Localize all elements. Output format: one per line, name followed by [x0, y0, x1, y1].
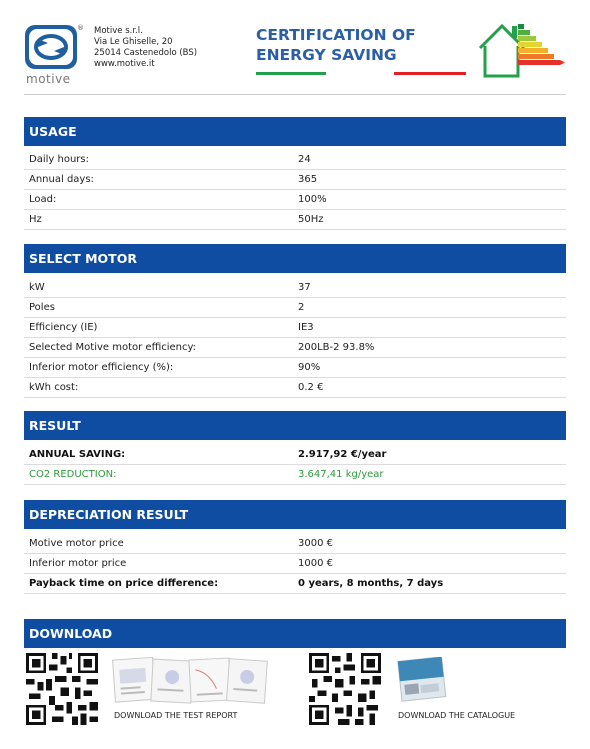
depreciation-row	[24, 554, 566, 574]
address-line: Motive s.r.l.	[94, 26, 143, 36]
energy-house-icon	[478, 18, 568, 80]
row-value: 200LB-2 93.8%	[298, 342, 375, 353]
usage-row	[24, 150, 566, 170]
title-line-2: ENERGY SAVING	[256, 46, 397, 64]
row-value: 90%	[298, 362, 321, 373]
row-value: 2	[298, 302, 305, 313]
motor-row	[24, 338, 566, 358]
row-label: kWh cost:	[29, 382, 79, 393]
header	[0, 0, 590, 95]
row-value: 50Hz	[298, 214, 324, 225]
row-label: Inferior motor efficiency (%):	[29, 362, 174, 373]
depreciation-row	[24, 534, 566, 554]
row-label: Efficiency (IE)	[29, 322, 98, 333]
row-label: Selected Motive motor efficiency:	[29, 342, 197, 353]
registered-mark: ®	[77, 24, 84, 32]
row-value: 37	[298, 282, 311, 293]
motor-row	[24, 298, 566, 318]
section-select-motor-header: SELECT MOTOR	[24, 244, 566, 273]
row-label: Payback time on price difference:	[29, 578, 219, 589]
row-value: 0 years, 8 months, 7 days	[298, 578, 444, 589]
logo-wordmark: motive	[26, 72, 71, 86]
usage-row	[24, 190, 566, 210]
header-divider	[24, 94, 566, 95]
row-value: 100%	[298, 194, 327, 205]
row-value: 365	[298, 174, 318, 185]
row-label: Poles	[29, 302, 55, 313]
test-report-qr-code-icon[interactable]	[26, 653, 98, 725]
website-link[interactable]: www.motive.it	[94, 59, 155, 69]
section-result-header: RESULT	[24, 411, 566, 440]
section-usage-header: USAGE	[24, 117, 566, 146]
motor-row	[24, 318, 566, 338]
address-line: 25014 Castenedolo (BS)	[94, 48, 198, 58]
section-download-header: DOWNLOAD	[24, 619, 566, 648]
motor-row	[24, 358, 566, 378]
row-value: 0.2 €	[298, 382, 324, 393]
usage-row	[24, 210, 566, 230]
green-accent-bar	[256, 72, 326, 75]
catalogue-qr-code-icon[interactable]	[309, 653, 381, 725]
test-report-thumbnail[interactable]	[110, 655, 270, 705]
company-address	[94, 26, 197, 70]
row-label: Daily hours:	[29, 154, 89, 165]
annual-saving-row	[24, 445, 566, 465]
catalogue-thumbnail[interactable]	[392, 657, 452, 705]
row-value: 1000 €	[298, 558, 333, 569]
section-depreciation-header: DEPRECIATION RESULT	[24, 500, 566, 529]
title-line-1: CERTIFICATION OF	[256, 26, 416, 44]
payback-row	[24, 574, 566, 594]
row-label: CO2 REDUCTION:	[29, 469, 117, 480]
certificate-title	[256, 25, 416, 65]
row-label: Annual days:	[29, 174, 94, 185]
row-value: IE3	[298, 322, 314, 333]
row-label: Hz	[29, 214, 42, 225]
row-label: Load:	[29, 194, 57, 205]
download-catalogue-link[interactable]: DOWNLOAD THE CATALOGUE	[398, 711, 516, 720]
usage-row	[24, 170, 566, 190]
row-label: Motive motor price	[29, 538, 124, 549]
row-value: 2.917,92 €/year	[298, 449, 387, 460]
row-label: ANNUAL SAVING:	[29, 449, 126, 460]
motor-row	[24, 378, 566, 398]
red-accent-bar	[394, 72, 466, 75]
address-line: Via Le Ghiselle, 20	[94, 37, 173, 47]
row-value: 24	[298, 154, 311, 165]
co2-reduction-row	[24, 465, 566, 485]
row-label: Inferior motor price	[29, 558, 127, 569]
motive-logo-icon	[24, 24, 78, 70]
motor-row	[24, 278, 566, 298]
row-value: 3.647,41 kg/year	[298, 469, 384, 480]
row-value: 3000 €	[298, 538, 333, 549]
row-label: kW	[29, 282, 45, 293]
download-test-report-link[interactable]: DOWNLOAD THE TEST REPORT	[114, 711, 238, 720]
